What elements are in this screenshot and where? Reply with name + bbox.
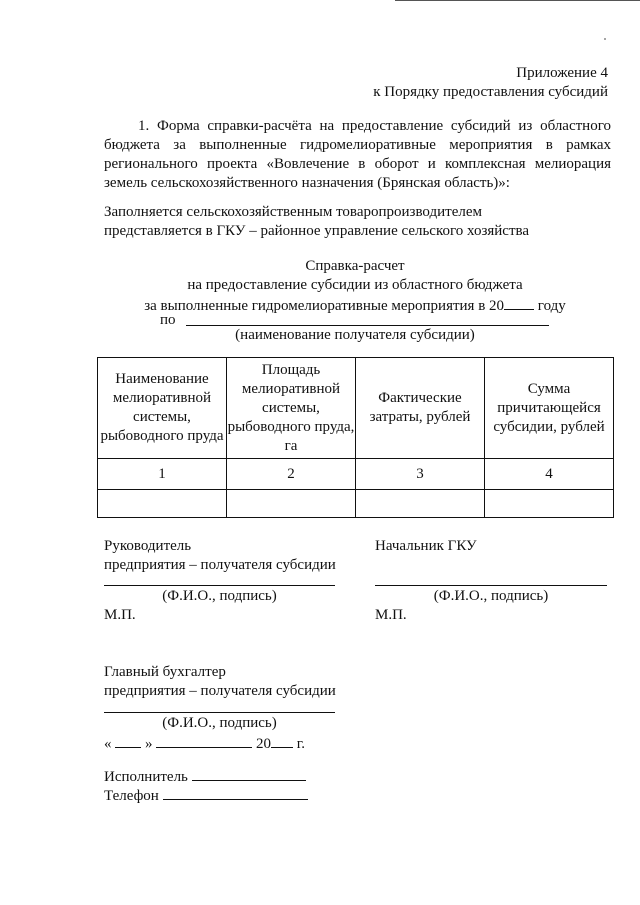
accountant-signature-line[interactable] [104, 712, 335, 713]
paragraph-line-4: земель сельскохозяйственного назначения (Брянская область)»: [104, 175, 510, 191]
header-area: Площадь мелиоративной системы, рыбоводного пруда, га [227, 358, 356, 459]
paragraph-line-1: 1. Форма справки-расчёта на предоставление субсидий из областного [138, 118, 611, 134]
header-system-name: Наименование мелиоративной системы, рыбоводного пруда [98, 358, 227, 459]
table-row [98, 490, 614, 518]
gku-head-label: Начальник ГКУ [375, 538, 477, 554]
recipient-caption: (наименование получателя субсидии) [235, 327, 475, 343]
accountant-label [104, 663, 336, 701]
column-number: 4 [485, 459, 614, 490]
table-header-row [98, 358, 614, 459]
column-number: 3 [356, 459, 485, 490]
annex-number: Приложение 4 [516, 65, 608, 81]
column-number: 2 [227, 459, 356, 490]
executor-row [104, 766, 306, 787]
table-number-row [98, 459, 614, 490]
column-number: 1 [98, 459, 227, 490]
head-signature-line[interactable] [104, 585, 335, 586]
top-border-line [395, 0, 640, 1]
table-cell[interactable] [356, 490, 485, 518]
annex-reference: к Порядку предоставления субсидий [373, 84, 608, 100]
scan-speck [604, 38, 606, 40]
table-cell[interactable] [98, 490, 227, 518]
annex-heading [373, 64, 608, 102]
table-cell[interactable] [485, 490, 614, 518]
phone-row [104, 785, 308, 806]
gku-fio-caption: (Ф.И.О., подпись) [433, 588, 549, 604]
year-blank[interactable] [504, 295, 534, 310]
paragraph-line-2: бюджета за выполненные гидромелиоративные мероприятия в рамках [104, 137, 611, 153]
accountant-organization: предприятия – получателя субсидии [104, 683, 336, 699]
date-day-blank[interactable] [115, 733, 141, 748]
accountant-fio-caption: (Ф.И.О., подпись) [162, 715, 277, 731]
form-subtitle: на предоставление субсидии из областного бюджета [187, 277, 523, 293]
phone-blank[interactable] [163, 785, 308, 800]
fill-instructions-line-1: Заполняется сельскохозяйственным товаропроизводителем [104, 204, 483, 220]
paragraph-line-3: регионального проекта «Вовлечение в оборот и комплексная мелиорация [104, 156, 611, 172]
accountant-title: Главный бухгалтер [104, 664, 226, 680]
recipient-label: по [160, 312, 176, 328]
form-period-line: за выполненные гидромелиоративные мероприятия в 20 году [0, 295, 640, 316]
fill-instructions [104, 203, 529, 241]
head-fio-caption: (Ф.И.О., подпись) [162, 588, 277, 604]
executor-label: Исполнитель [104, 769, 188, 785]
header-subsidy-amount: Сумма причитающейся субсидии, рублей [485, 358, 614, 459]
date-year-blank[interactable] [271, 733, 293, 748]
table-cell[interactable] [227, 490, 356, 518]
head-stamp: М.П. [104, 607, 136, 623]
date-line: « » 20 г. [104, 733, 305, 754]
header-actual-costs: Фактические затраты, рублей [356, 358, 485, 459]
head-label [104, 537, 336, 575]
date-month-blank[interactable] [156, 733, 252, 748]
form-title-block [0, 257, 640, 316]
head-title: Руководитель [104, 538, 192, 554]
head-organization: предприятия – получателя субсидии [104, 557, 336, 573]
form-title: Справка-расчет [305, 258, 405, 274]
fill-instructions-line-2: представляется в ГКУ – районное управление сельского хозяйства [104, 223, 530, 239]
executor-blank[interactable] [192, 766, 306, 781]
phone-label: Телефон [104, 788, 159, 804]
form-description-paragraph [104, 117, 611, 193]
gku-signature-line[interactable] [375, 585, 607, 586]
gku-stamp: М.П. [375, 607, 407, 623]
subsidy-table [97, 357, 614, 518]
